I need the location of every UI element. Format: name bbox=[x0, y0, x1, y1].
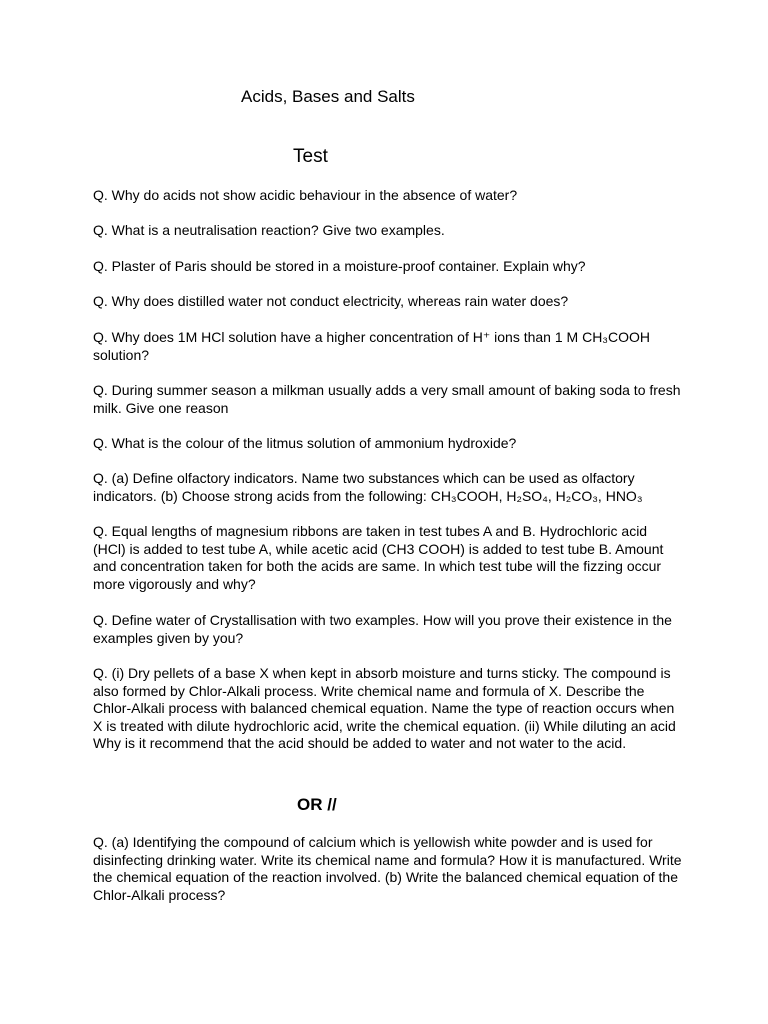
page-subtitle: Test bbox=[293, 146, 328, 167]
question-alternative: Q. (a) Identifying the compound of calcium which is yellowish white powder and is used for disinfecting drinking water. Write its chemical name and formula? How it is manufactured. Write the chemical equation of the reaction involved. (b) Write the balanced chemical equation of the Chlor-Alkali process? bbox=[93, 834, 682, 903]
question-4: Q. Why does distilled water not conduct electricity, whereas rain water does? bbox=[93, 293, 569, 309]
question-6: Q. During summer season a milkman usually adds a very small amount of baking soda to fresh milk. Give one reason bbox=[93, 382, 681, 416]
question-9: Q. Equal lengths of magnesium ribbons are taken in test tubes A and B. Hydrochloric acid (HCl) is added to test tube A, while acetic acid (CH3 COOH) is added to test tube B. Amount and concentration taken for both the acids are same. In which test tube will the fizzing occur more vigorously and why? bbox=[93, 523, 664, 592]
question-10: Q. Define water of Crystallisation with two examples. How will you prove their existence in the examples given by you? bbox=[93, 612, 672, 646]
question-3: Q. Plaster of Paris should be stored in a moisture-proof container. Explain why? bbox=[93, 258, 586, 274]
question-11: Q. (i) Dry pellets of a base X when kept in absorb moisture and turns sticky. The compound is also formed by Chlor-Alkali process. Write chemical name and formula of X. Describe the Chlor-Alkali process with balanced chemical equation. Name the type of reaction occurs when X is treated with dilute hydrochloric acid, write the chemical equation. (ii) While diluting an acid Why is it recommend that the acid should be added to water and not water to the acid. bbox=[93, 665, 676, 752]
or-separator: OR // bbox=[297, 795, 337, 814]
question-1: Q. Why do acids not show acidic behaviour in the absence of water? bbox=[93, 187, 518, 203]
question-8: Q. (a) Define olfactory indicators. Name two substances which can be used as olfactory indicators. (b) Choose strong acids from the following: CH₃COOH, H₂SO₄, H₂CO₃, HNO₃ bbox=[93, 470, 643, 504]
question-5: Q. Why does 1M HCl solution have a higher concentration of H⁺ ions than 1 M CH₃COOH solution? bbox=[93, 329, 650, 363]
page-title: Acids, Bases and Salts bbox=[241, 87, 415, 106]
question-2: Q. What is a neutralisation reaction? Give two examples. bbox=[93, 222, 445, 238]
question-7: Q. What is the colour of the litmus solution of ammonium hydroxide? bbox=[93, 435, 517, 451]
